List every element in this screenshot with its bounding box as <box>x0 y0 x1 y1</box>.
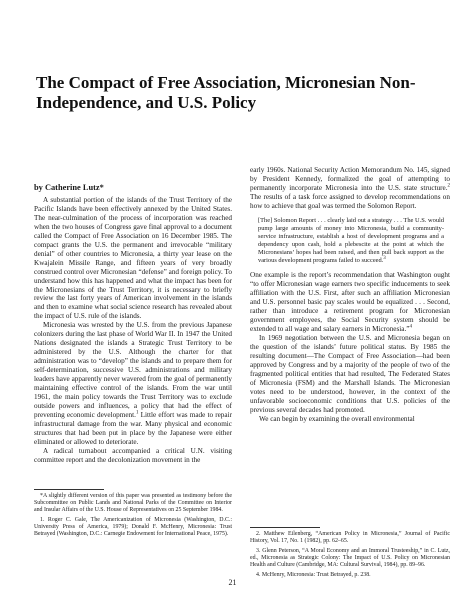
footnote: *A slightly different version of this paper was presented as testimony before the Subcommittee on Public Lands and National Parks of the Committee on Interior and Insular Affairs of the U.S. House of Representatives on 25 September 1984. <box>34 493 232 514</box>
footnote-ref: 2 <box>447 183 450 189</box>
footnotes-right <box>250 531 450 583</box>
paragraph-text: Little effort was made to repair infrastructural damage from the war. Many physical and economic structures that had been put in place by the Japanese were either eliminated or allowed to deteriorate. <box>34 410 232 446</box>
footnote: 4. McHenry, Micronesia: Trust Betrayed, p. 238. <box>256 572 371 579</box>
paragraph <box>250 271 450 334</box>
paragraph <box>250 166 450 211</box>
left-column <box>34 196 232 465</box>
footnotes-left <box>34 493 232 542</box>
footnote-divider <box>34 489 104 490</box>
paragraph: We can begin by examining the overall environmental <box>259 414 415 423</box>
block-quote <box>258 217 444 266</box>
footnote: 3. Glenn Peterson, “A Moral Economy and an Immoral Trusteeship,” in C. Lutz, ed., Micronesia as Strategic Colony: The Impact of U.S. Policy on Micronesian Health and Culture (Cambridge, MA: Cultural Survival, 1984), pp. 89–96. <box>250 548 450 569</box>
paragraph: In 1969 negotiation between the U.S. and Micronesia began on the question of the islands’ future political status. By 1985 the resulting document—The Compact of Free Association—had been approved by Congress and by a majority of the people of two of the fragmented political entities that had resulted, The Federated States of Micronesia (FSM) and the Marshall Islands. The Micronesian votes need to be understood, however, in the context of the unfavorable socioeconomic conditions that U.S. policies of the previous several decades had promoted. <box>250 334 450 414</box>
footnote-ref: 1 <box>135 410 139 416</box>
footnote: 1. Roger C. Gale, The Americanization of Micronesia (Washington, D.C.: University Press of America, 1979); Donald F. McHenry, Micronesia: Trust Betrayed (Washington, D.C.: Carnegie Endowment for International Peace, 1975). <box>34 517 232 538</box>
article-title: The Compact of Free Association, Micronesian Non-Independence, and U.S. Policy <box>36 73 416 112</box>
footnote-divider <box>250 527 320 528</box>
footnote-ref: 4 <box>409 324 412 330</box>
footnote: 2. Matthew Eilenberg, “American Policy in Micronesia,” Journal of Pacific History, Vol. 17, No. 1 (1982), pp. 62–65. <box>250 531 450 545</box>
footnote-ref: 3 <box>383 256 386 262</box>
author-byline: by Catherine Lutz* <box>34 183 104 192</box>
paragraph-text: early 1960s. National Security Action Memorandum No. 145, signed by President Kennedy, formalized the goal of attempting to permanently incorporate Micronesia into the U.S. state structure. <box>250 166 450 192</box>
paragraph <box>34 321 232 446</box>
paragraph-text: Micronesia was wrested by the U.S. from the previous Japanese colonizers during the last phase of World War II. In 1947 the United Nations designated the islands a Strategic Trust Territory to be administered by the U.S. Although the charter for that administration was to “develop” the islands and to prepare them for self-determination, successive U.S. administrations and military leaders have apparently never wavered from the goal of permanently maintaining effective control of the islands. From the war until 1961, the main policy towards the Trust Territory was to exclude outside powers and influences, a policy that had the effect of preventing economic development. <box>34 321 232 419</box>
page-number: 21 <box>228 578 237 587</box>
paragraph-text: The results of a task force assigned to develop recommendations on how to achieve that goal was termed the Solomon Report. <box>250 192 450 210</box>
paragraph: A substantial portion of the islands of the Trust Territory of the Pacific Islands have been effectively annexed by the United States. The near-culmination of the process of incorporation was reached when the two houses of Congress gave final approval to a document called the Compact of Free Association on 16 December 1985. The compact grants the U.S. the permanent and irrevocable “military denial” of other countries to Micronesia, a thirty year lease on the Kwajalein Missile Range, and fifteen years of very broadly construed control over Micronesian “defense” and foreign policy. To understand how this has happened and what the impact has been for the Micronesians of the Trust Territory, it is necessary to briefly review the last forty years of American involvement in the islands and then to examine what social science research has revealed about the impact of U.S. rule of the islands. <box>34 196 232 321</box>
right-column <box>250 166 450 424</box>
paragraph: A radical turnabout accompanied a critical U.N. visiting committee report and the decolonization movement in the <box>34 446 232 464</box>
quote-text: [The] Solomon Report . . . clearly laid out a strategy . . . The U.S. would pump large amounts of money into Micronesia, build a community-service infrastructure, establish a host of development programs and a dependency upon cash, hold a plebescite at the point at which the Micronesians’ hopes had been raised, and then pull back support as the various development programs failed to succeed. <box>258 216 444 265</box>
paragraph-text: One example is the report’s recommendation that Washington ought “to offer Micronesian wage earners two specific inducements to seek affiliation with the U.S. First, after such an affiliation Micronesian and U.S. personnel basic pay scales would be equalized . . . Second, rather than introduce a retirement program for Micronesian government employees, the Social Security system should be extended to all wage and salary earners in Micronesia.” <box>250 271 450 334</box>
